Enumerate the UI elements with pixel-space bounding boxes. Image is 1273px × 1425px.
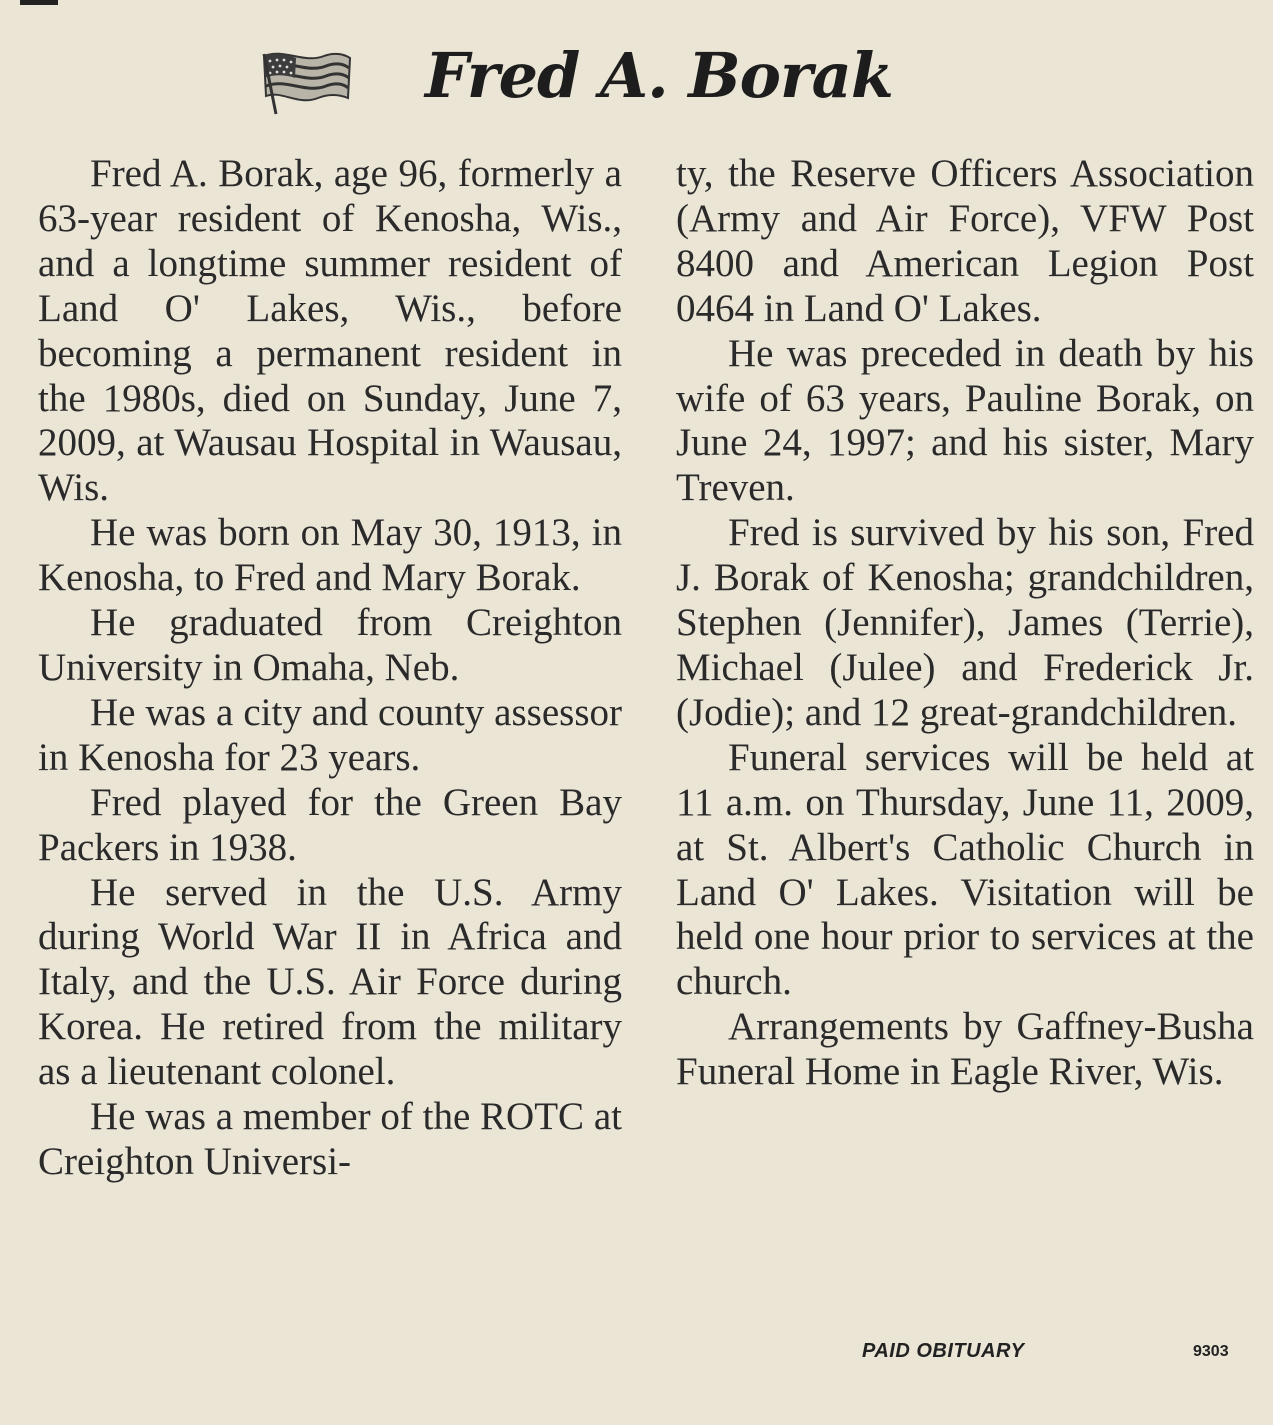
top-rule: [20, 0, 58, 5]
paragraph: He served in the U.S. Army during World War II in Africa and Italy, and the U.S. Air Force during Korea. He retired from the military as a lieutenant colonel.: [38, 870, 622, 1094]
left-column: [38, 152, 622, 1185]
paragraph: He was preceded in death by his wife of 63 years, Pauline Borak, on June 24, 1997; and his sister, Mary Treven.: [676, 331, 1254, 510]
paragraph: ty, the Reserve Officers Association (Army and Air Force), VFW Post 8400 and American Legion Post 0464 in Land O' Lakes.: [676, 152, 1254, 330]
paragraph: Fred played for the Green Bay Packers in 1938.: [38, 780, 622, 869]
paragraph: Fred is survived by his son, Fred J. Borak of Kenosha; grandchildren, Stephen (Jennifer), James (Terrie), Michael (Julee) and Frederick Jr. (Jodie); and 12 great-grandchildren.: [676, 511, 1254, 734]
paragraph: Fred A. Borak, age 96, formerly a 63-year resident of Kenosha, Wis., and a longtime summer resident of Land O' Lakes, Wis., before becoming a permanent resident in the 1980s, died on Sunday, June 7, 2009, at Wausau Hospital in Wausau, Wis.: [38, 152, 622, 510]
paragraph: Funeral services will be held at 11 a.m. on Thursday, June 11, 2009, at St. Albert's Catholic Church in Land O' Lakes. Visitation will be held one hour prior to services at the church.: [676, 735, 1254, 1004]
right-column: [676, 152, 1254, 1095]
american-flag-icon: [258, 46, 354, 116]
obituary-title: Fred A. Borak: [425, 39, 893, 112]
paragraph: Arrangements by Gaffney-Busha Funeral Home in Eagle River, Wis.: [676, 1005, 1254, 1094]
ad-code: 9303: [1193, 1343, 1229, 1360]
paragraph: He was born on May 30, 1913, in Kenosha, to Fred and Mary Borak.: [38, 511, 622, 600]
paragraph: He was a member of the ROTC at Creighton Universi-: [38, 1095, 622, 1183]
paragraph: He was a city and county assessor in Kenosha for 23 years.: [38, 690, 622, 779]
paragraph: He graduated from Creighton University in Omaha, Neb.: [38, 601, 622, 689]
header: [0, 30, 1273, 130]
paid-obituary-label: PAID OBITUARY: [862, 1340, 1025, 1362]
